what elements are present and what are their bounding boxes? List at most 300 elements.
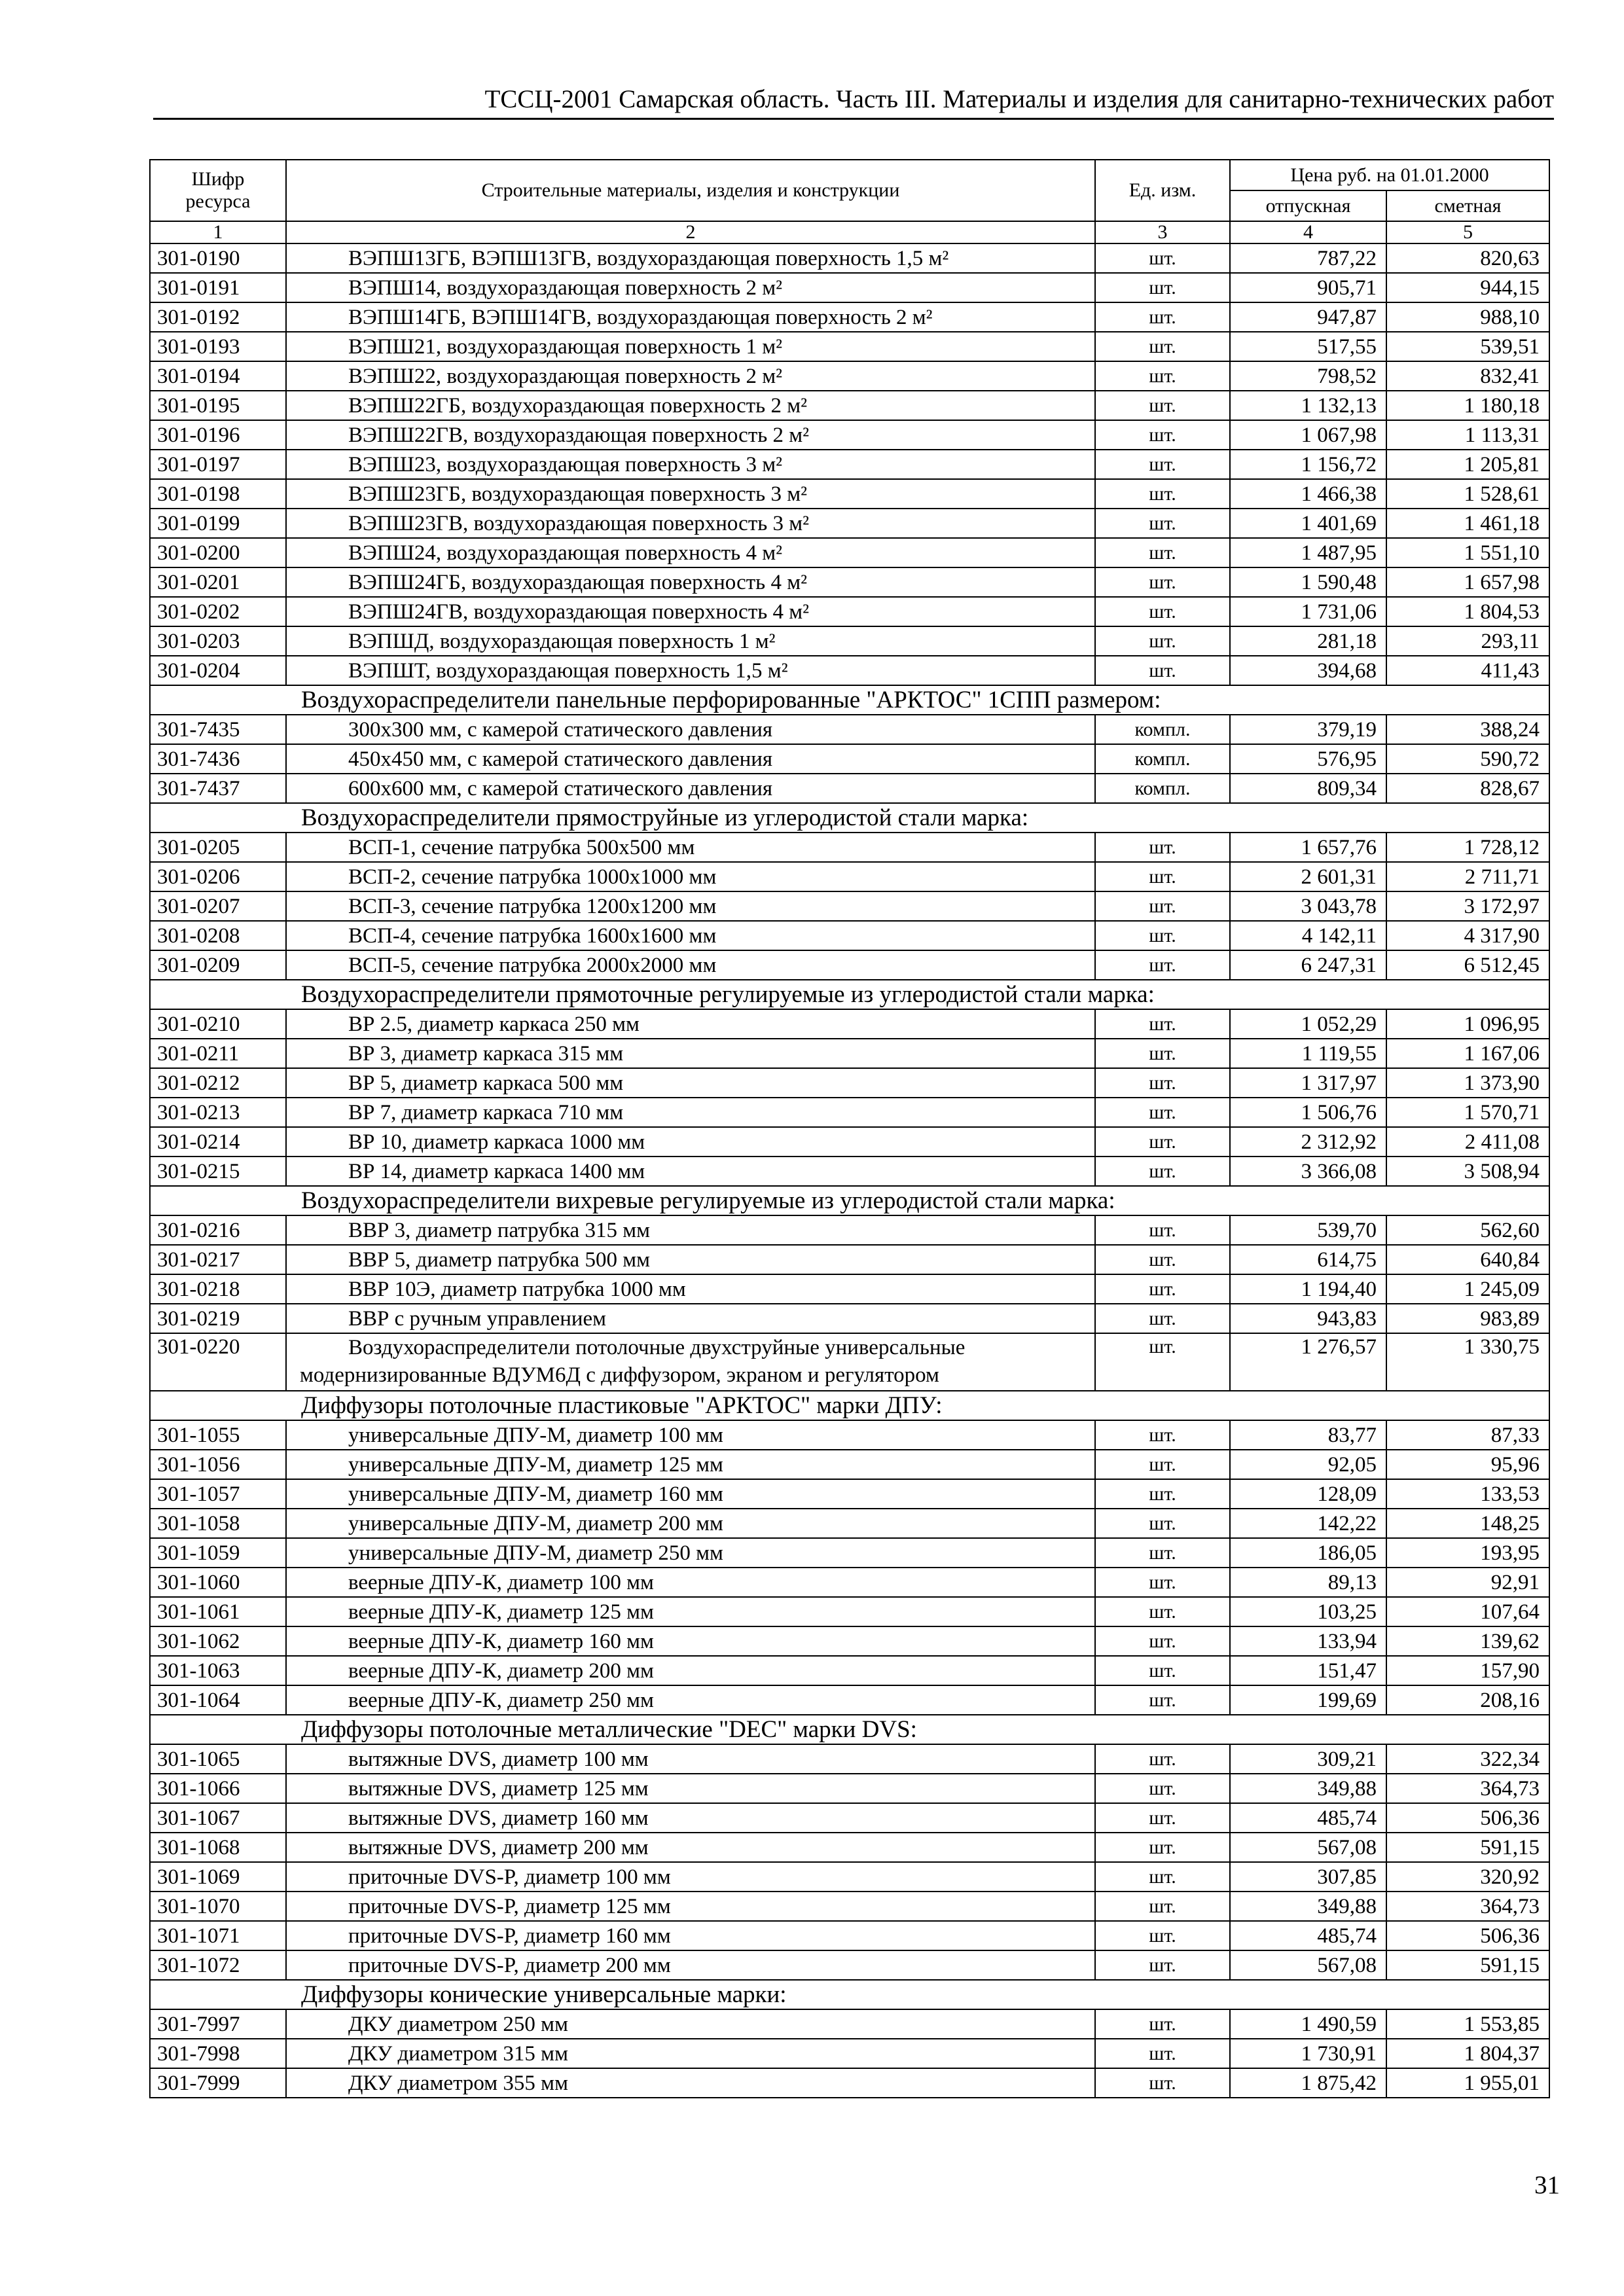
cell-unit: шт. (1095, 1245, 1230, 1274)
cell-code: 301-1058 (150, 1509, 286, 1538)
table-row (150, 1450, 1549, 1479)
cell-code: 301-7437 (150, 774, 286, 803)
cell-price-release: 199,69 (1230, 1685, 1386, 1715)
table-row (150, 2039, 1549, 2068)
cell-name: ВЭПШ23ГВ, воздухораздающая поверхность 3 м² (286, 509, 1095, 538)
cell-price-release: 142,22 (1230, 1509, 1386, 1538)
table-row (150, 1626, 1549, 1656)
cell-unit: шт. (1095, 862, 1230, 891)
cell-price-release: 394,68 (1230, 656, 1386, 685)
cell-price-estimate: 1 955,01 (1386, 2068, 1549, 2098)
column-header-price-estimate: сметная (1386, 190, 1549, 221)
cell-price-release: 83,77 (1230, 1420, 1386, 1450)
cell-name: ВР 14, диаметр каркаса 1400 мм (286, 1157, 1095, 1186)
cell-price-estimate: 1 330,75 (1386, 1333, 1549, 1391)
section-header-row (150, 685, 1549, 715)
cell-price-release: 1 119,55 (1230, 1039, 1386, 1068)
cell-price-release: 133,94 (1230, 1626, 1386, 1656)
cell-code: 301-0198 (150, 479, 286, 509)
cell-unit: шт. (1095, 273, 1230, 302)
cell-name: 300x300 мм, с камерой статического давления (286, 715, 1095, 744)
cell-name: ВЭПШ24, воздухораздающая поверхность 4 м² (286, 538, 1095, 567)
table-row (150, 1274, 1549, 1304)
cell-name: вытяжные DVS, диаметр 160 мм (286, 1803, 1095, 1833)
cell-price-estimate: 6 512,45 (1386, 950, 1549, 980)
table-row (150, 597, 1549, 626)
table-row (150, 273, 1549, 302)
cell-unit: шт. (1095, 2039, 1230, 2068)
cell-code: 301-0210 (150, 1009, 286, 1039)
cell-price-estimate: 193,95 (1386, 1538, 1549, 1568)
cell-price-release: 1 194,40 (1230, 1274, 1386, 1304)
cell-price-release: 1 401,69 (1230, 509, 1386, 538)
cell-price-release: 92,05 (1230, 1450, 1386, 1479)
cell-price-estimate: 1 804,37 (1386, 2039, 1549, 2068)
cell-price-release: 809,34 (1230, 774, 1386, 803)
cell-name: ВЭПШ23ГБ, воздухораздающая поверхность 3 м² (286, 479, 1095, 509)
cell-name: приточные DVS-P, диаметр 200 мм (286, 1950, 1095, 1980)
table-row (150, 950, 1549, 980)
cell-price-estimate: 1 245,09 (1386, 1274, 1549, 1304)
cell-name: вытяжные DVS, диаметр 200 мм (286, 1833, 1095, 1862)
cell-price-estimate: 1 167,06 (1386, 1039, 1549, 1068)
cell-price-estimate: 133,53 (1386, 1479, 1549, 1509)
cell-name: ДКУ диаметром 315 мм (286, 2039, 1095, 2068)
cell-price-estimate: 2 711,71 (1386, 862, 1549, 891)
cell-price-release: 4 142,11 (1230, 921, 1386, 950)
table-row (150, 891, 1549, 921)
cell-unit: шт. (1095, 626, 1230, 656)
cell-price-estimate: 92,91 (1386, 1568, 1549, 1597)
cell-price-release: 614,75 (1230, 1245, 1386, 1274)
cell-name: приточные DVS-P, диаметр 160 мм (286, 1921, 1095, 1950)
cell-price-estimate: 1 461,18 (1386, 509, 1549, 538)
cell-price-release: 567,08 (1230, 1833, 1386, 1862)
cell-name: универсальные ДПУ-М, диаметр 125 мм (286, 1450, 1095, 1479)
cell-name: ВЭПШ24ГБ, воздухораздающая поверхность 4 м² (286, 567, 1095, 597)
cell-unit: шт. (1095, 1333, 1230, 1391)
table-row (150, 1597, 1549, 1626)
table-row (150, 1509, 1549, 1538)
cell-unit: шт. (1095, 450, 1230, 479)
cell-name: ВСП-2, сечение патрубка 1000x1000 мм (286, 862, 1095, 891)
table-row (150, 1538, 1549, 1568)
cell-unit: шт. (1095, 1509, 1230, 1538)
cell-code: 301-1059 (150, 1538, 286, 1568)
column-header-unit: Ед. изм. (1095, 160, 1230, 221)
table-header (150, 160, 1549, 243)
cell-price-estimate: 1 205,81 (1386, 450, 1549, 479)
cell-name: вытяжные DVS, диаметр 100 мм (286, 1744, 1095, 1774)
cell-unit: шт. (1095, 243, 1230, 273)
cell-name: ВЭПШ23, воздухораздающая поверхность 3 м² (286, 450, 1095, 479)
cell-price-estimate: 3 172,97 (1386, 891, 1549, 921)
cell-code: 301-0209 (150, 950, 286, 980)
cell-unit: шт. (1095, 1803, 1230, 1833)
cell-unit: шт. (1095, 950, 1230, 980)
cell-unit: шт. (1095, 597, 1230, 626)
cell-unit: шт. (1095, 361, 1230, 391)
cell-price-release: 1 317,97 (1230, 1068, 1386, 1098)
cell-name: ВЭПШ21, воздухораздающая поверхность 1 м² (286, 332, 1095, 361)
cell-name: 450x450 мм, с камерой статического давления (286, 744, 1095, 774)
table-row (150, 1892, 1549, 1921)
cell-price-estimate: 87,33 (1386, 1420, 1549, 1450)
cell-name: вытяжные DVS, диаметр 125 мм (286, 1774, 1095, 1803)
cell-price-estimate: 1 657,98 (1386, 567, 1549, 597)
cell-name: веерные ДПУ-К, диаметр 250 мм (286, 1685, 1095, 1715)
cell-unit: шт. (1095, 420, 1230, 450)
cell-name: ВВР с ручным управлением (286, 1304, 1095, 1333)
cell-unit: шт. (1095, 1597, 1230, 1626)
section-title: Диффузоры потолочные пластиковые "АРКТОС" марки ДПУ: (150, 1391, 1549, 1420)
cell-code: 301-1060 (150, 1568, 286, 1597)
cell-code: 301-0217 (150, 1245, 286, 1274)
cell-code: 301-1062 (150, 1626, 286, 1656)
cell-price-release: 1 052,29 (1230, 1009, 1386, 1039)
cell-price-release: 787,22 (1230, 243, 1386, 273)
section-header-row (150, 803, 1549, 833)
cell-code: 301-1055 (150, 1420, 286, 1450)
cell-code: 301-1071 (150, 1921, 286, 1950)
cell-price-estimate: 1 113,31 (1386, 420, 1549, 450)
page-header-title: ТССЦ-2001 Самарская область. Часть III. Материалы и изделия для санитарно-технических работ (484, 85, 1554, 113)
cell-price-estimate: 640,84 (1386, 1245, 1549, 1274)
cell-code: 301-0200 (150, 538, 286, 567)
cell-name: универсальные ДПУ-М, диаметр 160 мм (286, 1479, 1095, 1509)
cell-price-release: 349,88 (1230, 1774, 1386, 1803)
cell-price-release: 128,09 (1230, 1479, 1386, 1509)
cell-price-estimate: 506,36 (1386, 1921, 1549, 1950)
cell-price-release: 2 312,92 (1230, 1127, 1386, 1157)
cell-price-estimate: 1 180,18 (1386, 391, 1549, 420)
table-row (150, 656, 1549, 685)
table-row (150, 2009, 1549, 2039)
cell-code: 301-1072 (150, 1950, 286, 1980)
cell-price-estimate: 539,51 (1386, 332, 1549, 361)
cell-price-release: 349,88 (1230, 1892, 1386, 1921)
cell-code: 301-0219 (150, 1304, 286, 1333)
column-number: 5 (1386, 221, 1549, 243)
cell-unit: шт. (1095, 1215, 1230, 1245)
cell-price-estimate: 591,15 (1386, 1833, 1549, 1862)
table-row (150, 420, 1549, 450)
cell-code: 301-1066 (150, 1774, 286, 1803)
cell-price-release: 485,74 (1230, 1921, 1386, 1950)
cell-code: 301-0220 (150, 1333, 286, 1391)
cell-price-estimate: 4 317,90 (1386, 921, 1549, 950)
cell-price-estimate: 591,15 (1386, 1950, 1549, 1980)
cell-name: ДКУ диаметром 355 мм (286, 2068, 1095, 2098)
cell-name: универсальные ДПУ-М, диаметр 200 мм (286, 1509, 1095, 1538)
cell-name: веерные ДПУ-К, диаметр 200 мм (286, 1656, 1095, 1685)
cell-unit: шт. (1095, 1862, 1230, 1892)
cell-code: 301-0205 (150, 833, 286, 862)
cell-name: ВВР 3, диаметр патрубка 315 мм (286, 1215, 1095, 1245)
cell-price-estimate: 293,11 (1386, 626, 1549, 656)
cell-price-estimate: 1 528,61 (1386, 479, 1549, 509)
cell-price-estimate: 1 728,12 (1386, 833, 1549, 862)
cell-name: ДКУ диаметром 250 мм (286, 2009, 1095, 2039)
cell-code: 301-0216 (150, 1215, 286, 1245)
column-header-price-release: отпускная (1230, 190, 1386, 221)
cell-name: универсальные ДПУ-М, диаметр 100 мм (286, 1420, 1095, 1450)
cell-code: 301-7998 (150, 2039, 286, 2068)
cell-price-estimate: 157,90 (1386, 1656, 1549, 1685)
cell-unit: шт. (1095, 1098, 1230, 1127)
cell-price-estimate: 1 804,53 (1386, 597, 1549, 626)
cell-code: 301-7435 (150, 715, 286, 744)
cell-code: 301-1069 (150, 1862, 286, 1892)
cell-unit: шт. (1095, 1950, 1230, 1980)
section-header-row (150, 1391, 1549, 1420)
table-row (150, 1568, 1549, 1597)
cell-price-estimate: 590,72 (1386, 744, 1549, 774)
cell-price-estimate: 3 508,94 (1386, 1157, 1549, 1186)
section-header-row (150, 1715, 1549, 1744)
table-row (150, 1333, 1549, 1391)
cell-name: ВР 2.5, диаметр каркаса 250 мм (286, 1009, 1095, 1039)
column-number: 3 (1095, 221, 1230, 243)
column-number: 2 (286, 221, 1095, 243)
cell-unit: шт. (1095, 1568, 1230, 1597)
column-header-code: Шифр ресурса (150, 160, 286, 221)
cell-unit: шт. (1095, 1892, 1230, 1921)
section-title: Воздухораспределители прямоточные регулируемые из углеродистой стали марка: (150, 980, 1549, 1009)
page-number: 31 (1534, 2171, 1560, 2199)
cell-price-estimate: 208,16 (1386, 1685, 1549, 1715)
cell-price-release: 1 276,57 (1230, 1333, 1386, 1391)
table-row (150, 391, 1549, 420)
price-table (149, 159, 1550, 2098)
cell-unit: шт. (1095, 1685, 1230, 1715)
table-row (150, 774, 1549, 803)
column-header-name: Строительные материалы, изделия и конструкции (286, 160, 1095, 221)
table-row (150, 833, 1549, 862)
table-row (150, 1656, 1549, 1685)
cell-code: 301-1070 (150, 1892, 286, 1921)
cell-unit: шт. (1095, 1304, 1230, 1333)
section-title: Воздухораспределители вихревые регулируемые из углеродистой стали марка: (150, 1186, 1549, 1215)
cell-code: 301-0196 (150, 420, 286, 450)
table-row (150, 1420, 1549, 1450)
cell-price-estimate: 1 551,10 (1386, 538, 1549, 567)
cell-name: ВВР 5, диаметр патрубка 500 мм (286, 1245, 1095, 1274)
section-title: Воздухораспределители панельные перфорированные "АРКТОС" 1СПП размером: (150, 685, 1549, 715)
cell-code: 301-0208 (150, 921, 286, 950)
cell-name: ВЭПШ14, воздухораздающая поверхность 2 м² (286, 273, 1095, 302)
table-row (150, 1950, 1549, 1980)
cell-price-release: 1 657,76 (1230, 833, 1386, 862)
cell-code: 301-0195 (150, 391, 286, 420)
section-header-row (150, 1186, 1549, 1215)
cell-price-release: 2 601,31 (1230, 862, 1386, 891)
cell-price-release: 307,85 (1230, 1862, 1386, 1892)
section-title: Диффузоры потолочные металлические "DEC" марки DVS: (150, 1715, 1549, 1744)
cell-price-estimate: 322,34 (1386, 1744, 1549, 1774)
cell-price-release: 517,55 (1230, 332, 1386, 361)
section-header-row (150, 1980, 1549, 2009)
table-row (150, 1774, 1549, 1803)
table-row (150, 921, 1549, 950)
cell-unit: шт. (1095, 1039, 1230, 1068)
cell-price-release: 89,13 (1230, 1568, 1386, 1597)
cell-name: ВЭПШ24ГВ, воздухораздающая поверхность 4 м² (286, 597, 1095, 626)
section-header-row (150, 980, 1549, 1009)
cell-code: 301-0191 (150, 273, 286, 302)
cell-name: ВСП-4, сечение патрубка 1600x1600 мм (286, 921, 1095, 950)
cell-unit: шт. (1095, 921, 1230, 950)
cell-code: 301-0218 (150, 1274, 286, 1304)
cell-price-estimate: 411,43 (1386, 656, 1549, 685)
cell-unit: шт. (1095, 1127, 1230, 1157)
table-row (150, 1098, 1549, 1127)
cell-unit: шт. (1095, 1656, 1230, 1685)
table-row (150, 1245, 1549, 1274)
cell-price-estimate: 2 411,08 (1386, 1127, 1549, 1157)
table-row (150, 1921, 1549, 1950)
cell-price-estimate: 1 570,71 (1386, 1098, 1549, 1127)
cell-code: 301-1064 (150, 1685, 286, 1715)
cell-price-estimate: 1 373,90 (1386, 1068, 1549, 1098)
cell-price-estimate: 988,10 (1386, 302, 1549, 332)
cell-price-release: 103,25 (1230, 1597, 1386, 1626)
table-row (150, 1685, 1549, 1715)
cell-price-estimate: 107,64 (1386, 1597, 1549, 1626)
cell-price-release: 1 490,59 (1230, 2009, 1386, 2039)
table-row (150, 1744, 1549, 1774)
table-row (150, 1068, 1549, 1098)
cell-code: 301-0202 (150, 597, 286, 626)
cell-name: ВВР 10Э, диаметр патрубка 1000 мм (286, 1274, 1095, 1304)
cell-price-estimate: 364,73 (1386, 1774, 1549, 1803)
cell-price-release: 943,83 (1230, 1304, 1386, 1333)
cell-unit: шт. (1095, 1774, 1230, 1803)
cell-price-estimate: 95,96 (1386, 1450, 1549, 1479)
cell-code: 301-0207 (150, 891, 286, 921)
cell-unit: шт. (1095, 1274, 1230, 1304)
cell-unit: шт. (1095, 1538, 1230, 1568)
table-row (150, 361, 1549, 391)
cell-name: универсальные ДПУ-М, диаметр 250 мм (286, 1538, 1095, 1568)
table-row (150, 1009, 1549, 1039)
cell-code: 301-1065 (150, 1744, 286, 1774)
cell-unit: шт. (1095, 1157, 1230, 1186)
cell-name: приточные DVS-P, диаметр 125 мм (286, 1892, 1095, 1921)
cell-price-estimate: 320,92 (1386, 1862, 1549, 1892)
cell-price-release: 1 156,72 (1230, 450, 1386, 479)
column-number-row (150, 221, 1549, 243)
cell-price-estimate: 139,62 (1386, 1626, 1549, 1656)
cell-price-release: 1 730,91 (1230, 2039, 1386, 2068)
cell-name: ВЭПШ22, воздухораздающая поверхность 2 м² (286, 361, 1095, 391)
cell-code: 301-0201 (150, 567, 286, 597)
cell-unit: шт. (1095, 2009, 1230, 2039)
cell-price-release: 567,08 (1230, 1950, 1386, 1980)
cell-price-estimate: 364,73 (1386, 1892, 1549, 1921)
cell-code: 301-0194 (150, 361, 286, 391)
table-row (150, 1803, 1549, 1833)
cell-unit: шт. (1095, 891, 1230, 921)
cell-code: 301-0193 (150, 332, 286, 361)
cell-name: ВЭПШТ, воздухораздающая поверхность 1,5 м² (286, 656, 1095, 685)
cell-unit: компл. (1095, 715, 1230, 744)
column-number: 4 (1230, 221, 1386, 243)
cell-unit: шт. (1095, 1420, 1230, 1450)
table-row (150, 1157, 1549, 1186)
cell-code: 301-1067 (150, 1803, 286, 1833)
cell-price-release: 1 466,38 (1230, 479, 1386, 509)
cell-code: 301-0213 (150, 1098, 286, 1127)
cell-unit: шт. (1095, 1479, 1230, 1509)
cell-price-estimate: 983,89 (1386, 1304, 1549, 1333)
cell-code: 301-1061 (150, 1597, 286, 1626)
cell-name: ВЭПШ22ГБ, воздухораздающая поверхность 2 м² (286, 391, 1095, 420)
table-row (150, 1304, 1549, 1333)
table-body (150, 243, 1549, 2098)
cell-unit: шт. (1095, 302, 1230, 332)
table-row (150, 1862, 1549, 1892)
table-row (150, 450, 1549, 479)
cell-unit: шт. (1095, 656, 1230, 685)
table-row (150, 1479, 1549, 1509)
cell-price-estimate: 944,15 (1386, 273, 1549, 302)
cell-code: 301-0211 (150, 1039, 286, 1068)
cell-name: ВСП-3, сечение патрубка 1200x1200 мм (286, 891, 1095, 921)
cell-unit: шт. (1095, 1450, 1230, 1479)
cell-code: 301-0214 (150, 1127, 286, 1157)
cell-price-release: 1 132,13 (1230, 391, 1386, 420)
cell-code: 301-1063 (150, 1656, 286, 1685)
column-header-price-group: Цена руб. на 01.01.2000 (1230, 160, 1549, 190)
cell-unit: шт. (1095, 1744, 1230, 1774)
cell-code: 301-0206 (150, 862, 286, 891)
cell-unit: компл. (1095, 744, 1230, 774)
table-row (150, 1127, 1549, 1157)
cell-name: ВР 5, диаметр каркаса 500 мм (286, 1068, 1095, 1098)
cell-code: 301-0190 (150, 243, 286, 273)
table-row (150, 862, 1549, 891)
cell-price-estimate: 832,41 (1386, 361, 1549, 391)
cell-code: 301-7436 (150, 744, 286, 774)
cell-name: веерные ДПУ-К, диаметр 100 мм (286, 1568, 1095, 1597)
cell-price-estimate: 1 553,85 (1386, 2009, 1549, 2039)
cell-price-release: 3 043,78 (1230, 891, 1386, 921)
cell-price-estimate: 828,67 (1386, 774, 1549, 803)
cell-code: 301-0197 (150, 450, 286, 479)
cell-price-release: 1 487,95 (1230, 538, 1386, 567)
cell-unit: шт. (1095, 833, 1230, 862)
cell-name: веерные ДПУ-К, диаметр 160 мм (286, 1626, 1095, 1656)
cell-price-release: 1 067,98 (1230, 420, 1386, 450)
table-row (150, 302, 1549, 332)
cell-unit: шт. (1095, 538, 1230, 567)
section-title: Диффузоры конические универсальные марки: (150, 1980, 1549, 2009)
table-row (150, 538, 1549, 567)
cell-price-release: 947,87 (1230, 302, 1386, 332)
cell-unit: шт. (1095, 1626, 1230, 1656)
cell-unit: шт. (1095, 567, 1230, 597)
cell-price-release: 1 875,42 (1230, 2068, 1386, 2098)
cell-name: ВЭПШ22ГВ, воздухораздающая поверхность 2 м² (286, 420, 1095, 450)
cell-name: ВЭПШ14ГБ, ВЭПШ14ГВ, воздухораздающая поверхность 2 м² (286, 302, 1095, 332)
table-row (150, 1039, 1549, 1068)
cell-name: ВЭПШД, воздухораздающая поверхность 1 м² (286, 626, 1095, 656)
cell-code: 301-0215 (150, 1157, 286, 1186)
table-row (150, 243, 1549, 273)
cell-unit: шт. (1095, 1009, 1230, 1039)
cell-price-release: 798,52 (1230, 361, 1386, 391)
